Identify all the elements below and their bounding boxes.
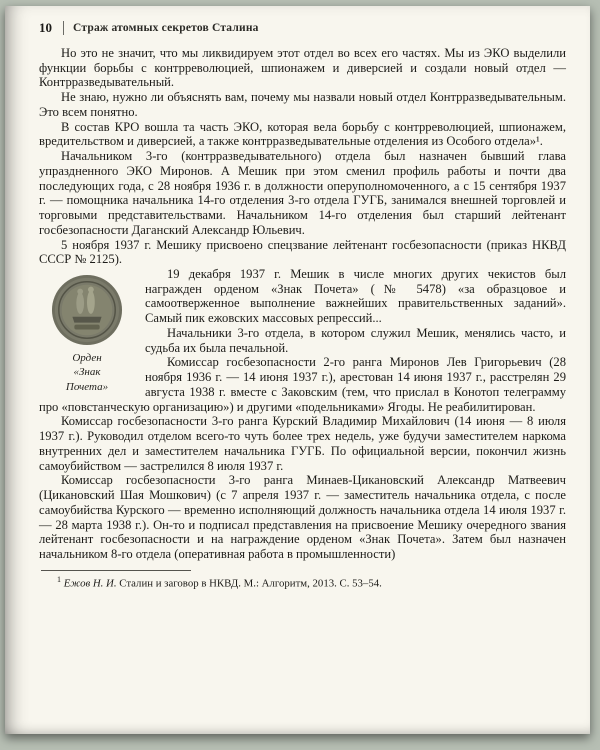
figure-caption-line: «Знак — [73, 366, 101, 379]
paragraph: 5 ноября 1937 г. Мешику присвоено спецзвание лейтенант госбезопасности (приказ НКВД СССР № 2125). — [39, 237, 566, 267]
paragraph: Начальники 3-го отдела, в котором служил Мешик, менялись часто, и судьба их была печальной. — [145, 325, 566, 355]
footnote-text — [39, 575, 566, 591]
book-page — [5, 6, 590, 734]
paragraph: Комиссар госбезопасности 3-го ранга Курский Владимир Михайлович (14 июня — 8 июля 1937 г.). Руководил отделом всего-то чуть более трех недель, уже будучи заместителем наркома внутренних дел и заместителем начальника ГУГБ. По официальной версии, покончил жизнь самоубийством — застрелился 8 июля 1937 г. — [39, 414, 566, 473]
order-znak-pocheta-medal-image — [51, 274, 123, 346]
paragraph: 19 декабря 1937 г. Мешик в числе многих других чекистов был награжден орденом «Знак Почета» (№ 5478) «за образцовое и самоотверженное выполнение важнейших правительственных заданий». Самый пик ежовских массовых репрессий... — [145, 267, 566, 326]
footnote-author: Ежов Н. И. — [63, 577, 117, 590]
page-header — [39, 20, 566, 36]
paragraph: Комиссар госбезопасности 3-го ранга Минаев-Цикановский Александр Матвеевич (Цикановский Шая Мошкович) (с 7 апреля 1937 г. — заместитель начальника отдела, с после самоубийства Курского — временно исполняющий должность начальника отдела 14 июля 1937 г. — 28 марта 1938 г.). Он-то и подписал представления на присвоение Мешику очередного звания лейтенант госбезопасности и на награждение орденом «Знак Почета». Затем был назначен начальником 8-го отдела (оперативная работа в промышленности) — [39, 473, 566, 561]
paragraph: В состав КРО вошла та часть ЭКО, которая вела борьбу с контрреволюцией, шпионажем, вредительством и диверсией, а также контрразведывательные отделения из Особого отдела»¹. — [39, 119, 566, 149]
header-divider — [63, 21, 64, 35]
footnote — [39, 570, 566, 591]
figure-order-znak-pocheta — [39, 270, 135, 394]
body-text — [39, 46, 566, 562]
figure-caption — [39, 351, 135, 394]
paragraph: Комиссар госбезопасности 2-го ранга Миронов Лев Григорьевич (28 ноября 1936 г. — 14 июня 1937 г.), арестован 14 июня 1937 г., расстрелян 29 августа 1938 г. вместе с Заковским (тем, что прислал в Конотоп телеграмму про «повстанческую организацию») и другими «подельниками» Ягоды. Не реабилитирован. — [39, 355, 566, 414]
footnote-rule — [41, 570, 191, 571]
footnote-marker: 1 — [57, 574, 61, 584]
paragraph: Начальником 3-го (контрразведывательного) отдела был назначен бывший глава упраздненного ЭКО Миронов. А Мешик при этом сменил профиль работы и почти два последующих года, с 28 ноября 1936 г. в должности оперуполномоченного, а с 15 сентября 1937 г. — помощника начальника 14-го отделения 3-го отдела ГУГБ, занимался внешней торговлей и торговыми представительствами. Начальником 14-го отделения был старший лейтенант госбезопасности Даганский Александр Юльевич. — [39, 149, 566, 237]
footnote-body: Сталин и заговор в НКВД. М.: Алгоритм, 2013. С. 53–54. — [119, 577, 382, 590]
figure-caption-line: Почета» — [65, 380, 109, 393]
figure-caption-line: Орден — [72, 352, 102, 365]
page-number: 10 — [39, 20, 52, 35]
running-title: Страж атомных секретов Сталина — [73, 22, 259, 34]
paragraph: Но это не значит, что мы ликвидируем этот отдел во всех его частях. Мы из ЭКО выделили функции борьбы с контрреволюцией, шпионажем и диверсией и создали новый отдел — Контрразведывательный. — [39, 46, 566, 90]
paragraph: Не знаю, нужно ли объяснять вам, почему мы назвали новый отдел Контрразведывательным. Это всем понятно. — [39, 90, 566, 119]
